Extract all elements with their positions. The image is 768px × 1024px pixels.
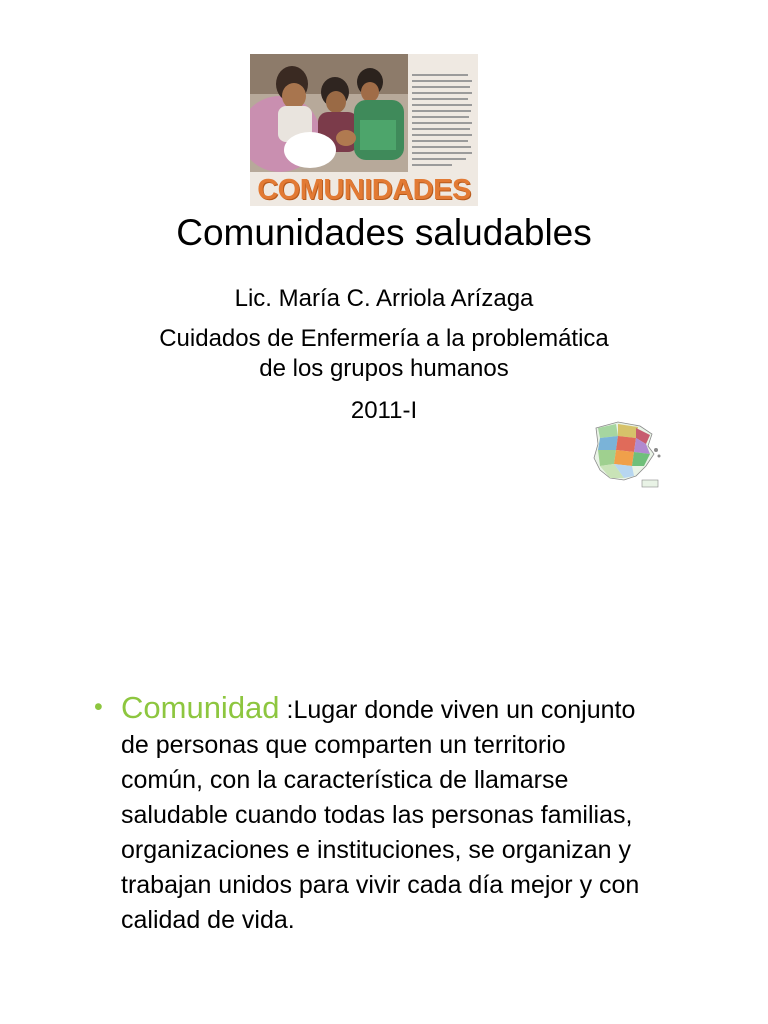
- definition-body: :Lugar donde viven un conjunto de personas que comparten un territorio común, con la característica de llamarse saludable cuando todas las personas familias, organizaciones e instituciones, se organizan y trabajan unidos para vivir cada día mejor y con calidad de vida.: [121, 696, 640, 934]
- definition-text-block: [121, 690, 654, 938]
- bullet-marker: •: [94, 693, 103, 721]
- slide-subtitle: [60, 284, 708, 426]
- academic-term: 2011-I: [350, 397, 418, 424]
- regions-map-image: [588, 420, 664, 492]
- course-title-line-1: Cuidados de Enfermería a la problemática: [159, 325, 609, 352]
- author-name: Lic. María C. Arriola Arízaga: [234, 285, 534, 312]
- definition-bullet: [94, 690, 654, 938]
- community-photo-banner: [250, 54, 478, 206]
- course-title-line-2: de los grupos humanos: [259, 355, 509, 382]
- slide-title: Comunidades saludables: [176, 212, 592, 253]
- banner-word-comunidades: COMUNIDADES: [257, 174, 471, 206]
- definition-term: Comunidad: [121, 690, 280, 725]
